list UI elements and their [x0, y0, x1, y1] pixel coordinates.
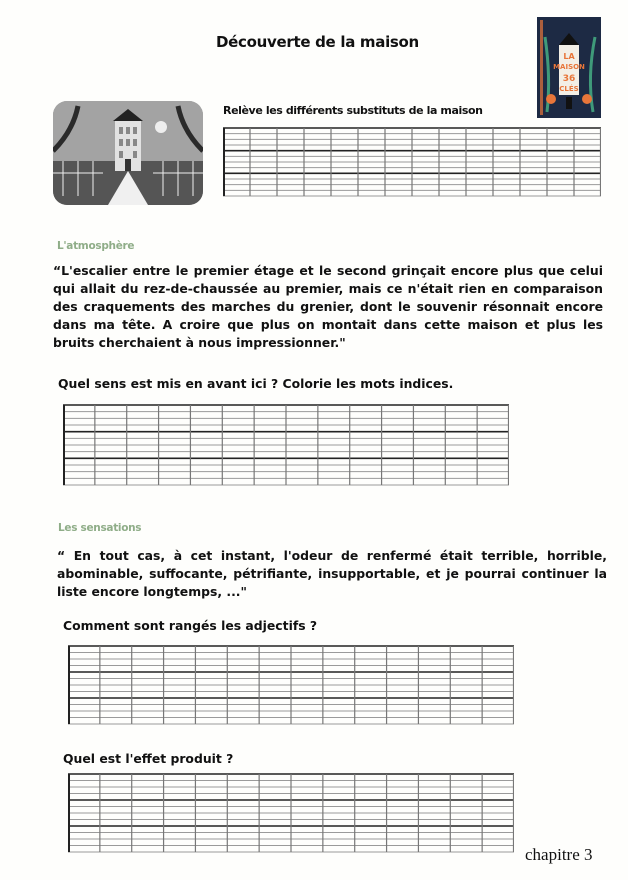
svg-text:LA: LA — [563, 52, 575, 61]
page-title: Découverte de la maison — [216, 33, 419, 51]
book-cover-image — [537, 17, 601, 118]
svg-text:36: 36 — [562, 74, 576, 84]
question-effect: Quel est l'effet produit ? — [63, 751, 234, 766]
answer-lines-substitutes[interactable] — [223, 127, 601, 197]
answer-lines-adjectives[interactable] — [68, 645, 514, 725]
answer-lines-sense[interactable] — [63, 404, 509, 486]
haunted-house-illustration — [53, 101, 203, 205]
question-adjectives-order: Comment sont rangés les adjectifs ? — [63, 618, 318, 633]
quote-sensations: “ En tout cas, à cet instant, l'odeur de renfermé était terrible, horrible, abominable, suffocante, pétrifiante, insupportable, et je pourrai continuer la liste encore longtemps, ..." — [57, 548, 607, 599]
quote-atmosphere: “L'escalier entre le premier étage et le second grinçait encore plus que celui qui allait du rez-de-chaussée au premier, mais ce n'était rien en comparaison des craquements des marches du grenier, dont le souvenir résonnait encore dans ma tête. A croire que plus on montait dans cette maison et plus les bruits cherchaient à nous impressionner." — [53, 263, 603, 350]
substitutes-prompt: Relève les différents substituts de la maison — [223, 104, 483, 117]
question-sense: Quel sens est mis en avant ici ? Colorie les mots indices. — [58, 376, 454, 391]
svg-text:MAISON: MAISON — [553, 63, 585, 71]
svg-text:CLÉS: CLÉS — [559, 85, 579, 93]
section-heading-sensations: Les sensations — [58, 522, 142, 534]
section-heading-atmosphere: L'atmosphère — [57, 240, 135, 252]
answer-lines-effect[interactable] — [68, 773, 514, 853]
chapter-label: chapitre 3 — [525, 845, 593, 864]
